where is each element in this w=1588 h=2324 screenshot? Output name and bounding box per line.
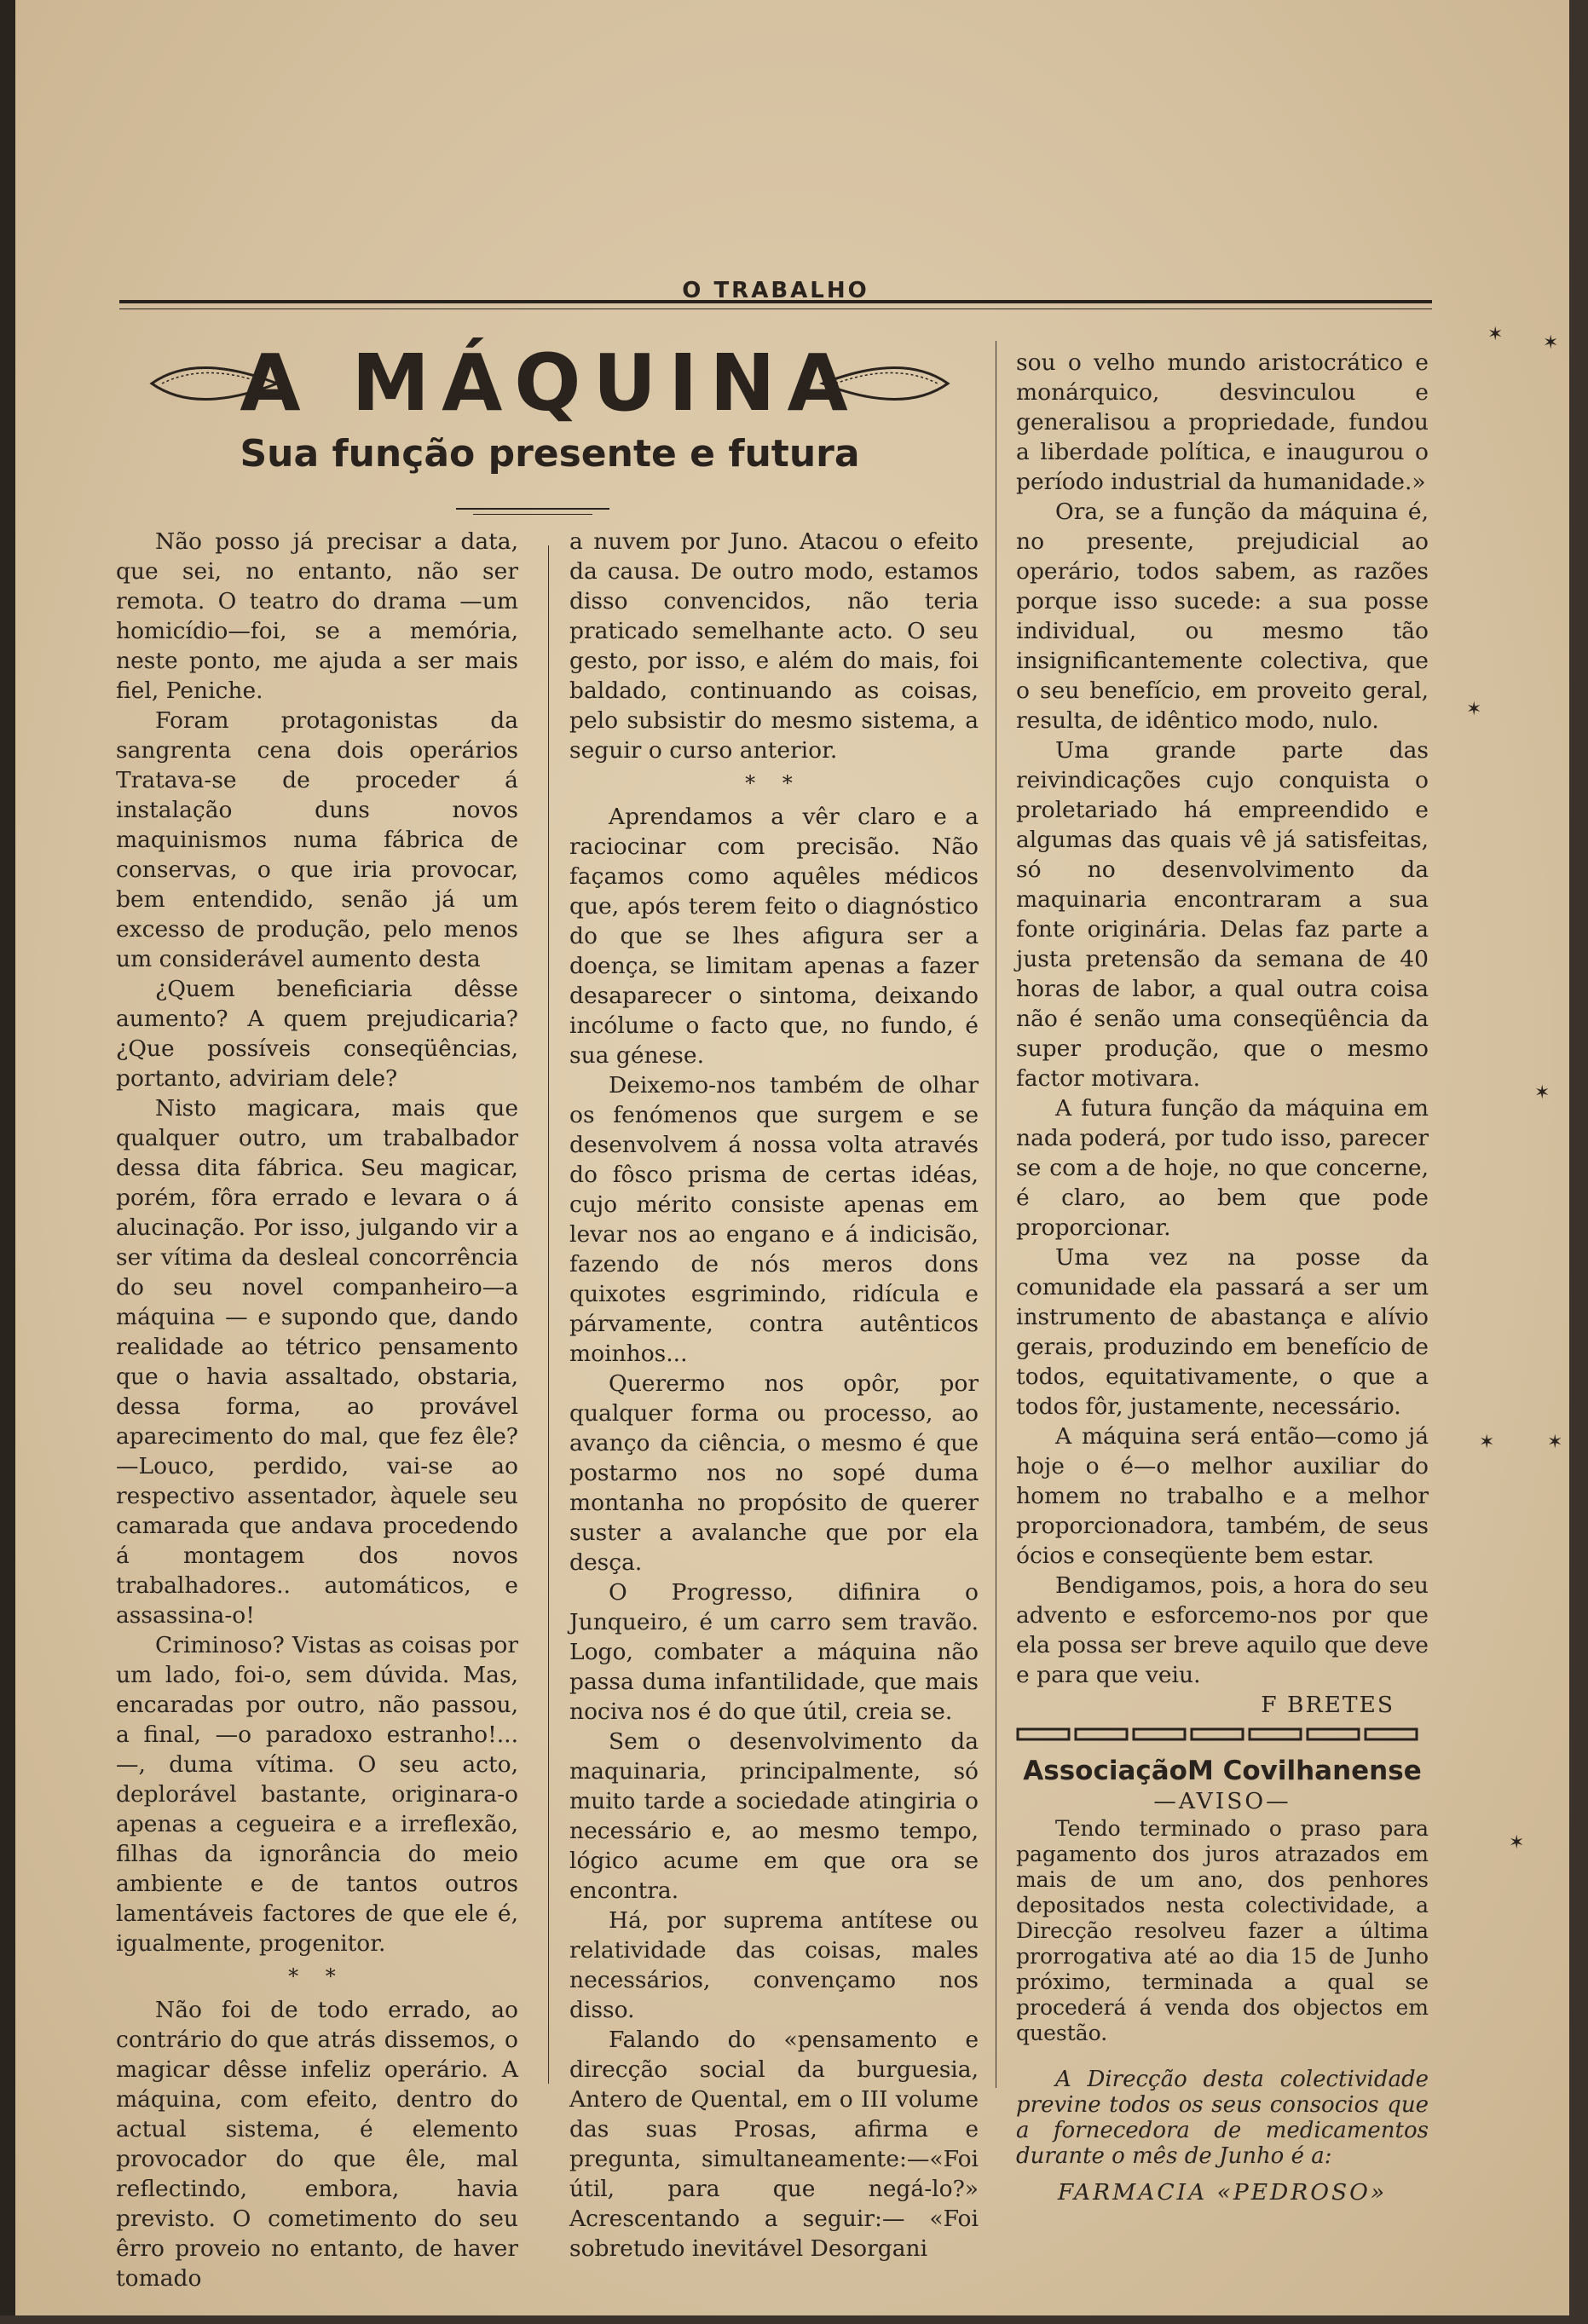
pharmacy-name: FARMACIA «PEDROSO» <box>1057 2179 1388 2206</box>
paragraph: Ora, se a função da máquina é, no presente, prejudicial ao operário, todos sabem, as razões porque isso sucede: a sua posse individual, ou mesmo tão insignificantemente colectiva, que o seu benefício, em proveito geral, resulta, de idêntico modo, nulo. <box>1016 499 1429 734</box>
notice-text: Tendo terminado o praso para pagamento dos juros atrazados em mais de um ano, dos penhores depositados nesta colectividade, a Direcção resolveu fazer a última prorrogativa até ao dia 15 de Junho próximo, terminada a qual se procederá á venda dos objectos em questão. <box>1016 1816 1429 2045</box>
column-divider <box>548 545 549 2084</box>
paragraph: Foram protagonistas da sangrenta cena dois operários Tratava-se de proceder á instalação duns novos maquinismos numa fábrica de conservas, o que iria provocar, bem entendido, senão já um excesso de produção, pelo menos um considerável aumento desta <box>116 707 518 972</box>
article-subtitle: Sua função presente e futura <box>240 432 860 476</box>
author-signature: F BRETES <box>1261 1692 1395 1718</box>
paragraph: A futura função da máquina em nada poderá, por tudo isso, parecer se com a de hoje, no que concerne, é claro, ao bem que pode proporcionar. <box>1016 1095 1429 1241</box>
paragraph: Falando do «pensamento e direcção social da burguesia, Antero de Quental, em o III volume das suas Prosas, afirma e pregunta, simultaneamente:—«Foi útil, para que negá-lo?» Acrescentando a seguir:— «Foi sobretudo inevitável Desorgani <box>569 2027 979 2262</box>
paragraph: ¿Quem beneficiaria dêsse aumento? A quem prejudicaria? ¿Que possíveis conseqüências, portanto, adviriam dele? <box>116 976 518 1092</box>
paragraph: Uma vez na posse da comunidade ela passará a ser um instrumento de abastança e alívio gerais, produzindo em benefício de todos, equitativamente, o que a todos fôr, justamente, necessário. <box>1016 1244 1429 1420</box>
paragraph: a nuvem por Juno. Atacou o efeito da causa. De outro modo, estamos disso convencidos, não teria praticado semelhante acto. O seu gesto, por isso, e além do mais, foi baldado, continuando as coisas, pelo subsistir do mesmo sistema, a seguir o curso anterior. <box>569 528 979 764</box>
paragraph: Querermo nos opôr, por qualquer forma ou processo, ao avanço da ciência, o mesmo é que postarmo nos no sopé duma montanha no propósito de querer suster a avalanche que por ela desça. <box>569 1370 979 1576</box>
paragraph: A máquina será então—como já hoje o é—o melhor auxiliar do homem no trabalho e a melhor proporcionadora, também, de seus ócios e conseqüente bem estar. <box>1016 1423 1429 1569</box>
header-rule <box>119 300 1432 303</box>
association-title: AssociaçãoM Covilhanense <box>1023 1756 1422 1786</box>
article-column-1 <box>116 527 518 2293</box>
notice-heading: —AVISO— <box>1153 1788 1291 1814</box>
binding-mark: ✶ <box>1487 324 1504 345</box>
section-break-asterisks: * * <box>745 771 803 795</box>
paragraph: Criminoso? Vistas as coisas por um lado, foi-o, sem dúvida. Mas, encaradas por outro, não passou, a final, —o paradoxo estranho!...—, duma vítima. O seu acto, deplorável bastante, originara-o apenas a cegueira e a irreflexão, filhas da ignorância do meio ambiente e de tantos outros lamentáveis factores de que ele é, igualmente, progenitor. <box>116 1632 518 1957</box>
binding-mark: ✶ <box>1547 1432 1563 1453</box>
title-underline <box>456 508 609 510</box>
chain-ornament <box>1016 1727 1429 1742</box>
page-edge-bottom <box>0 2315 1588 2324</box>
paragraph: sou o velho mundo aristocrático e monárquico, desvinculou e generalisou a propriedade, fundou a liberdade política, e inaugurou o período industrial da humanidade.» <box>1016 349 1429 495</box>
section-break-asterisks: * * <box>288 1964 346 1988</box>
page-edge-left <box>0 0 15 2324</box>
binding-mark: ✶ <box>1543 332 1559 354</box>
masthead: O TRABALHO <box>682 278 869 303</box>
paragraph: Nisto magicara, mais que qualquer outro, um trabalbador dessa dita fábrica. Seu magicar, porém, fôra errado e levara o á alucinação. Por isso, julgando vir a ser vítima da desleal concorrência do seu novel companheiro—a máquina — e supondo que, dando realidade ao tétrico pensamento que o havia assaltado, obstaria, dessa forma, ao provável aparecimento do mal, que fez êle?—Louco, perdido, vai-se ao respectivo assentador, àquele seu camarada que andava procedendo á montagem dos novos trabalhadores.. automáticos, e assassina-o! <box>116 1095 518 1629</box>
paragraph: Sem o desenvolvimento da maquinaria, principalmente, só muito tarde a sociedade atingiria o necessário e, ao mesmo tempo, lógico acume em que ora se encontra. <box>569 1728 979 1904</box>
binding-mark: ✶ <box>1466 699 1482 720</box>
article-column-3 <box>1016 348 1429 2207</box>
article-title: A MÁQUINA <box>240 337 860 429</box>
article-heading <box>128 337 972 499</box>
pharmacy-note: A Direcção desta colectividade previne todos os seus consocios que a fornecedora de medicamentos durante o mês de Junho é a: <box>1016 2067 1429 2169</box>
page-edge-right <box>1569 0 1588 2324</box>
paragraph: Não posso já precisar a data, que sei, no entanto, não ser remota. O teatro do drama —um homicídio—foi, se a memória, neste ponto, me ajuda a ser mais fiel, Peniche. <box>116 528 518 704</box>
paragraph: Não foi de todo errado, ao contrário do que atrás dissemos, o magicar dêsse infeliz operário. A máquina, com efeito, dentro do actual sistema, é elemento provocador do que êle, mal reflectindo, embora, havia previsto. O cometimento do seu êrro proveio no entanto, de haver tomado <box>116 1997 518 2292</box>
binding-mark: ✶ <box>1509 1832 1525 1854</box>
paragraph: Bendigamos, pois, a hora do seu advento e esforcemo-nos por que ela possa ser breve aquilo que deve e para que veiu. <box>1016 1572 1429 1688</box>
paragraph: Deixemo-nos também de olhar os fenómenos que surgem e se desenvolvem á nossa volta através do fôsco prisma de certas idéas, cujo mérito consiste apenas em levar nos ao engano e á indicisão, fazendo de nós meros dons quixotes esgrimindo, ridícula e párvamente, contra autênticos moinhos... <box>569 1072 979 1367</box>
binding-mark: ✶ <box>1534 1082 1550 1104</box>
title-underline-thin <box>473 514 592 515</box>
paragraph: Aprendamos a vêr claro e a raciocinar com precisão. Não façamos como aquêles médicos que, após terem feito o diagnóstico do que se lhes afigura ser a doença, se limitam apenas a fazer desaparecer o sintoma, deixando incólume o facto que, no fundo, é sua génese. <box>569 804 979 1069</box>
article-column-2 <box>569 527 979 2263</box>
paragraph: O Progresso, difinira o Junqueiro, é um carro sem travão. Logo, combater a máquina não passa duma infantilidade, que mais nociva nos é do que útil, creia se. <box>569 1579 979 1725</box>
paragraph: Há, por suprema antítese ou relatividade das coisas, males necessários, convençamo nos disso. <box>569 1907 979 2023</box>
binding-mark: ✶ <box>1479 1432 1495 1453</box>
paragraph: Uma grande parte das reivindicações cujo conquista o proletariado há empreendido e algumas das quais vê já satisfeitas, só no desenvolvimento da maquinaria encontraram a sua fonte originária. Delas faz parte a justa pretensão da semana de 40 horas de labor, a qual outra coisa não é senão uma conseqüência da super produção, que o mesmo factor motivara. <box>1016 737 1429 1092</box>
